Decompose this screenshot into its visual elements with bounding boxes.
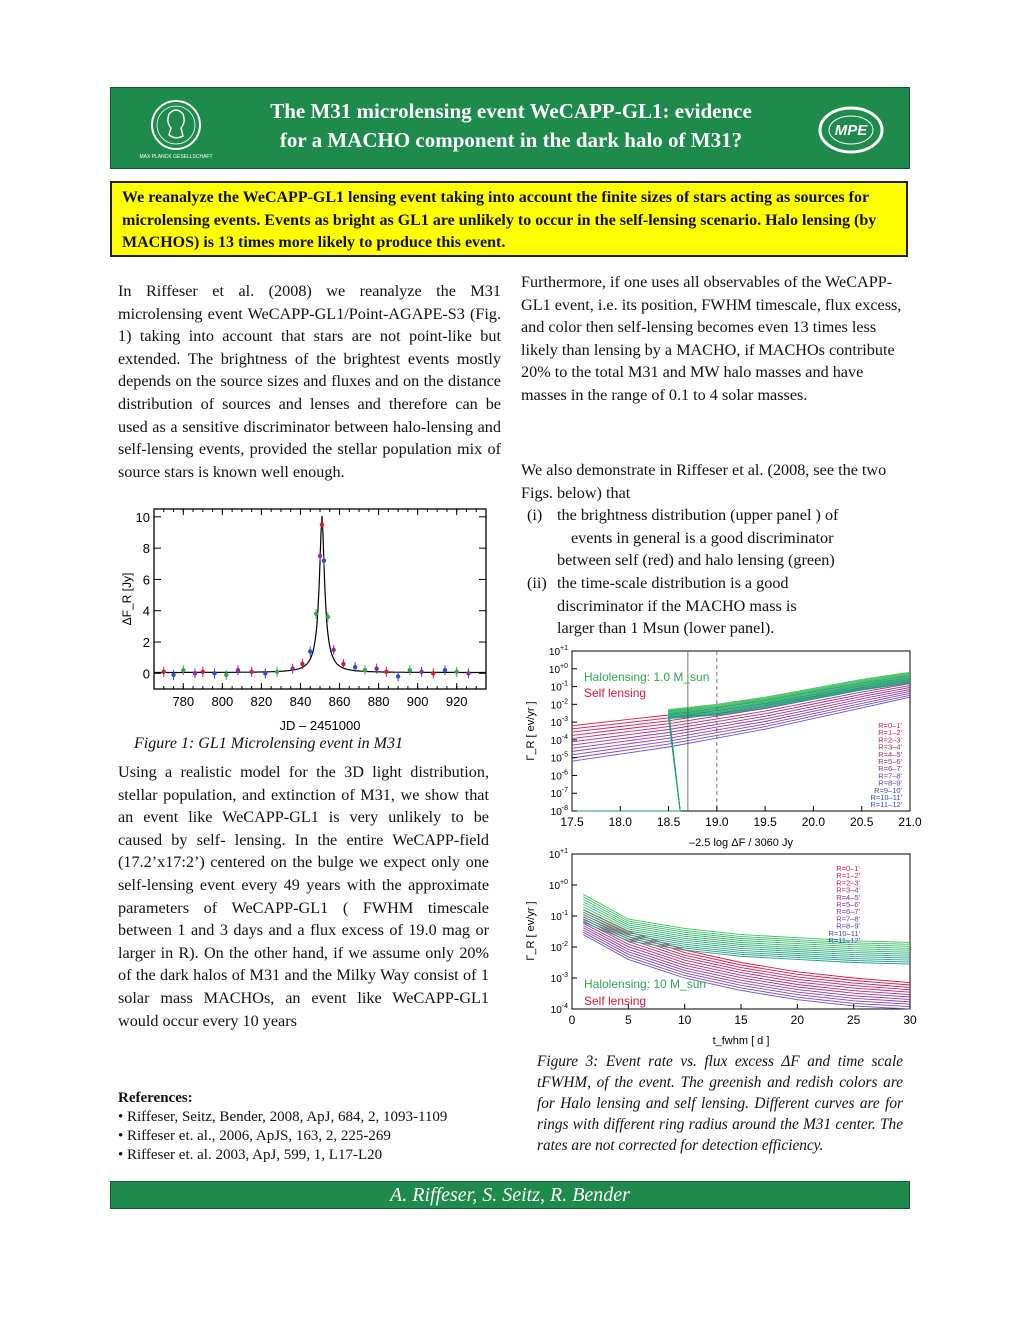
fig1-data-point bbox=[341, 662, 345, 666]
fig3a-ring-label: R=4–5' bbox=[878, 749, 902, 759]
fig3b-x-tick-label: 20 bbox=[790, 1013, 805, 1027]
fig3b-x-tick-label: 15 bbox=[734, 1013, 748, 1027]
abstract-box: We reanalyze the WeCAPP-GL1 lensing event taking into account the finite sizes of stars acting as sources for microlensing events. Events as bright as GL1 are unlikely to occur in the self-lensing scenario. Halo lensing (by MACHOS) is 13 times more likely to produce this event. bbox=[110, 181, 908, 257]
fig3-top-x-ticks bbox=[560, 806, 922, 829]
fig3a-ring-label: R=5–6' bbox=[878, 757, 902, 766]
fig3b-ring-label: R=1–2' bbox=[836, 871, 860, 881]
fig3b-x-tick-label: 10 bbox=[677, 1013, 692, 1027]
figure-1-caption: Figure 1: GL1 Microlensing event in M31 bbox=[134, 735, 403, 752]
fig3b-y-tick-exponent: -4 bbox=[561, 1003, 568, 1010]
fig3b-ring-label: R=3–4' bbox=[836, 885, 860, 895]
fig1-data-point bbox=[224, 673, 228, 677]
fig3a-y-tick-exponent: +0 bbox=[560, 662, 568, 670]
fig3b-y-tick-exponent: -3 bbox=[561, 972, 568, 979]
fig3a-y-tick-label: $10^{-7}$ bbox=[550, 787, 568, 801]
fig1-x-ticks bbox=[164, 509, 476, 709]
list-marker: (i) bbox=[527, 506, 543, 525]
fig1-data-point bbox=[322, 558, 326, 562]
fig1-data-point bbox=[300, 662, 304, 666]
fig1-y-tick-label: 0 bbox=[142, 666, 150, 682]
fig1-x-tick-label: 880 bbox=[367, 694, 390, 709]
fig1-x-tick-label: 920 bbox=[445, 694, 468, 709]
fig3a-x-tick-label: 21.0 bbox=[898, 815, 922, 829]
fig3a-y-tick-label: $10^{+1}$ bbox=[548, 645, 568, 658]
fig3b-ring-label: R=10–11' bbox=[828, 928, 860, 938]
fig1-data-point bbox=[181, 668, 185, 672]
list-item-text: the brightness distribution (upper panel ) of bbox=[557, 506, 839, 525]
fig3-top-y-axis-label: Γ_R [ ev/yr ] bbox=[525, 701, 537, 761]
fig3a-x-tick-label: 20.0 bbox=[801, 815, 826, 829]
fig3a-y-tick-exponent: -5 bbox=[561, 751, 568, 759]
fig3a-x-tick-label: 17.5 bbox=[560, 815, 584, 829]
fig3-bottom-curves bbox=[583, 894, 910, 1009]
list-item bbox=[521, 504, 906, 572]
max-planck-logo-icon bbox=[141, 94, 211, 164]
intro-paragraph: In Riffeser et al. (2008) we reanalyze the M31 microlensing event WeCAPP-GL1/Point-AGAPE-S3 (Fig. 1) taking into account that stars are not point-like but extended. The brightness of the brightest events mostly depends on the source sizes and fluxes and on the distance distribution of sources and lenses and therefore can be used as a sensitive discriminator between halo-lensing and self-lensing events, provided the stellar population mix of source stars is known well enough. bbox=[118, 282, 501, 481]
fig1-data-point bbox=[193, 671, 197, 675]
fig1-data-point bbox=[353, 665, 357, 669]
fig3b-ring-label: R=2–3' bbox=[836, 878, 860, 888]
fig3a-ring-label: R=6–7' bbox=[878, 764, 902, 774]
fig1-data-point bbox=[201, 670, 205, 674]
fig3b-x-tick-label: 25 bbox=[846, 1013, 861, 1027]
fig3b-y-tick-label: $10^{+1}$ bbox=[548, 848, 568, 861]
demonstrate-section bbox=[521, 459, 906, 640]
fig3-bottom-y-axis-label: Γ_R [ ev/yr ] bbox=[525, 901, 537, 961]
fig3b-y-tick-exponent: +1 bbox=[560, 848, 568, 855]
list-item-text: the time-scale distribution is a good bbox=[557, 573, 789, 592]
fig3b-y-tick-exponent: +0 bbox=[560, 879, 568, 886]
fig3-top-legend-self: Self lensing bbox=[584, 686, 647, 700]
fig1-y-tick-label: 2 bbox=[142, 635, 150, 651]
fig3a-ring-label: R=11–12' bbox=[870, 800, 902, 810]
fig1-y-tick-label: 4 bbox=[142, 603, 150, 619]
fig3a-x-tick-label: 18.5 bbox=[656, 815, 681, 829]
fig3a-y-tick-exponent: -6 bbox=[561, 769, 568, 777]
fig3b-self-curve bbox=[583, 910, 910, 983]
fig3a-x-tick-label: 19.5 bbox=[753, 815, 777, 829]
demonstrate-intro: We also demonstrate in Riffeser et al. (2008, see the two Figs. below) that bbox=[521, 461, 887, 502]
fig1-y-tick-label: 10 bbox=[135, 509, 150, 525]
list-marker: (ii) bbox=[527, 573, 547, 592]
fig1-frame bbox=[154, 509, 486, 689]
reference-item: • Riffeser et. al., 2006, ApJS, 163, 2, 225-269 bbox=[118, 1128, 391, 1144]
mpe-logo-icon bbox=[817, 100, 885, 160]
fig1-data-point bbox=[290, 666, 294, 670]
fig1-x-tick-label: 820 bbox=[250, 694, 273, 709]
fig3a-y-tick-label: $10^{-1}$ bbox=[550, 680, 568, 694]
fig1-data-point bbox=[331, 648, 335, 652]
fig3b-ring-label: R=0–1' bbox=[836, 864, 860, 873]
fig1-data-point bbox=[236, 668, 240, 672]
fig1-x-tick-label: 840 bbox=[289, 694, 312, 709]
fig3b-halo-curve bbox=[583, 912, 910, 956]
fig1-data-point bbox=[314, 612, 318, 616]
fig3-top-y-ticks bbox=[549, 645, 577, 818]
fig1-data-point bbox=[455, 670, 459, 674]
fig1-model-curve bbox=[154, 516, 486, 673]
fig3b-x-tick-label: 5 bbox=[624, 1013, 632, 1027]
fig1-data-point bbox=[384, 670, 388, 674]
fig1-x-axis-label: JD – 2451000 bbox=[279, 718, 361, 733]
fig3-top-ring-labels bbox=[870, 721, 902, 809]
fig3a-y-tick-label: $10^{-6}$ bbox=[550, 769, 568, 783]
fig1-data-point bbox=[275, 670, 279, 674]
fig1-data-point bbox=[374, 666, 378, 670]
fig3a-ring-label: R=9–10' bbox=[874, 785, 902, 795]
fig3b-ring-label: R=5–6' bbox=[836, 900, 860, 909]
fig3b-ring-label: R=11–12' bbox=[828, 936, 860, 945]
title-line-2: for a MACHO component in the dark halo of M31? bbox=[279, 128, 743, 152]
fig3b-x-tick-label: 30 bbox=[903, 1013, 917, 1027]
fig3-bottom-y-ticks bbox=[549, 848, 577, 1016]
fig3b-halo-curve bbox=[583, 910, 910, 955]
fig3b-ring-label: R=4–5' bbox=[836, 892, 860, 902]
fig3a-ring-label: R=1–2' bbox=[878, 728, 902, 738]
fig3a-y-tick-label: $10^{-3}$ bbox=[550, 716, 568, 730]
fig3-top-legend-halo: Halolensing: 1.0 M_sun bbox=[584, 670, 710, 684]
fig3b-y-tick-label: $10^{-3}$ bbox=[550, 972, 568, 985]
fig1-y-ticks bbox=[136, 510, 486, 682]
fig1-y-axis-label: ΔF_R [Jy] bbox=[120, 572, 134, 626]
fig1-data-point bbox=[249, 670, 253, 674]
fig3b-halo-curve bbox=[583, 915, 910, 959]
fig3-bottom-legend-self: Self lensing bbox=[584, 994, 647, 1008]
fig3a-ring-label: R=3–4' bbox=[878, 742, 902, 752]
fig3-bottom-ring-labels bbox=[828, 864, 860, 945]
fig1-data-point bbox=[408, 668, 412, 672]
fig3b-y-tick-label: $10^{+0}$ bbox=[548, 879, 568, 892]
fig1-y-tick-label: 8 bbox=[142, 541, 150, 557]
fig1-data-points bbox=[162, 520, 471, 682]
fig3-bottom-legend-halo: Halolensing: 10 M_sun bbox=[584, 977, 707, 991]
fig3b-y-tick-label: $10^{-4}$ bbox=[550, 1003, 568, 1016]
fig3a-x-tick-label: 20.5 bbox=[850, 815, 874, 829]
fig3a-x-tick-label: 19.0 bbox=[705, 815, 729, 829]
list-item-text: between self (red) and halo lensing (green) bbox=[557, 551, 835, 570]
fig3b-ring-label: R=6–7' bbox=[836, 907, 860, 917]
fig1-data-point bbox=[308, 649, 312, 653]
fig3b-y-tick-exponent: -1 bbox=[561, 910, 568, 917]
fig3b-y-tick-label: $10^{-1}$ bbox=[550, 910, 568, 923]
fig1-x-tick-label: 800 bbox=[211, 694, 234, 709]
fig3a-y-tick-exponent: -1 bbox=[561, 680, 568, 688]
fig3a-y-tick-label: $10^{-8}$ bbox=[550, 805, 568, 818]
fig1-data-point bbox=[320, 522, 324, 526]
fig3b-ring-label: R=8–9' bbox=[836, 921, 860, 931]
fig1-x-tick-label: 860 bbox=[328, 694, 351, 709]
fig1-data-point bbox=[212, 671, 216, 675]
fig1-x-tick-label: 780 bbox=[172, 694, 195, 709]
fig3a-y-tick-exponent: +1 bbox=[560, 645, 568, 652]
fig1-data-point bbox=[171, 673, 175, 677]
fig1-data-point bbox=[318, 554, 322, 558]
fig3a-ring-label: R=10–11' bbox=[870, 793, 902, 802]
fig1-data-point bbox=[263, 671, 267, 675]
authors-footer: A. Riffeser, S. Seitz, R. Bender bbox=[110, 1181, 910, 1209]
fig3-top-x-axis-label: –2.5 log ΔF / 3060 Jy bbox=[689, 837, 793, 849]
fig3a-y-tick-label: $10^{-5}$ bbox=[550, 751, 568, 765]
fig3a-ring-label: R=0–1' bbox=[878, 721, 902, 730]
fig3a-x-tick-label: 18.0 bbox=[608, 815, 632, 829]
fig3a-y-tick-label: $10^{-2}$ bbox=[550, 698, 568, 712]
mpe-logo-text: MPE bbox=[834, 122, 868, 139]
fig3a-ring-label: R=8–9' bbox=[878, 778, 902, 788]
fig1-data-point bbox=[162, 670, 166, 674]
fig3a-y-tick-exponent: -7 bbox=[561, 787, 568, 795]
fig1-data-point bbox=[419, 670, 423, 674]
fig3a-y-tick-exponent: -2 bbox=[561, 698, 568, 706]
references-section bbox=[118, 1089, 508, 1165]
mpg-logo-caption: MAX PLANCK GESELLSCHAFT bbox=[139, 154, 213, 160]
list-item-text: larger than 1 Msun (lower panel). bbox=[557, 619, 775, 638]
fig1-y-tick-label: 6 bbox=[142, 572, 150, 588]
model-paragraph: Using a realistic model for the 3D light distribution, stellar population, and extinction of M31, we show that an event like WeCAPP-GL1 is very unlikely to be caused by self- lensing. In the entire WeCAPP-field (17.2’x17:2’) centered on the bulge we expect only one self-lensing event every 49 years with the approximate parameters of WeCAPP-GL1 ( FWHM timescale between 1 and 3 days and a flux excess of 19.0 mag or larger in R). On the other hand, if we assume only 20% of the dark halos of M31 and the Milky Way consist of 1 solar mass MACHOs, an event like WeCAPP-GL1 would occur every 10 years bbox=[118, 763, 489, 1030]
fig1-x-tick-label: 900 bbox=[406, 694, 429, 709]
observables-paragraph: Furthermore, if one uses all observables of the WeCAPP-GL1 event, i.e. its position, FWHM timescale, flux excess, and color then self-lensing becomes even 13 times less likely than lensing by a MACHO, if MACHOs contribute 20% to the total M31 and MW halo masses and have masses in the range of 0.1 to 4 solar masses. bbox=[521, 273, 902, 404]
fig3a-y-tick-exponent: -4 bbox=[561, 733, 568, 741]
reference-item: • Riffeser, Seitz, Bender, 2008, ApJ, 684, 2, 1093-1109 bbox=[118, 1109, 448, 1125]
fig1-data-point bbox=[396, 674, 400, 678]
figure-3-caption: Figure 3: Event rate vs. flux excess ΔF and time scale tFWHM, of the event. The greenish and redish colors are for Halo lensing and self lensing. Different curves are for rings with different ring radius around the M31 center. The rates are not corrected for detection efficiency. bbox=[537, 1053, 903, 1154]
fig1-data-point bbox=[326, 615, 330, 619]
fig1-data-point bbox=[466, 671, 470, 675]
fig1-data-point bbox=[443, 668, 447, 672]
reference-item: • Riffeser et. al. 2003, ApJ, 599, 1, L17-L20 bbox=[118, 1147, 383, 1163]
fig3a-ring-label: R=2–3' bbox=[878, 735, 902, 745]
fig3a-y-tick-label: $10^{-4}$ bbox=[550, 733, 568, 747]
fig1-data-point bbox=[363, 668, 367, 672]
list-item-text: discriminator if the MACHO mass is bbox=[557, 596, 797, 615]
list-item bbox=[521, 572, 906, 640]
title-line-1: The M31 microlensing event WeCAPP-GL1: evidence bbox=[270, 99, 752, 123]
fig3a-y-tick-exponent: -8 bbox=[561, 805, 568, 812]
fig3a-y-tick-exponent: -3 bbox=[561, 716, 568, 724]
fig3-bottom-x-axis-label: t_fwhm [ d ] bbox=[712, 1035, 770, 1047]
fig3b-ring-label: R=7–8' bbox=[836, 914, 860, 924]
references-title: References: bbox=[118, 1090, 193, 1106]
figure-1-lightcurve bbox=[120, 507, 492, 735]
fig3b-y-tick-exponent: -2 bbox=[561, 941, 568, 948]
fig1-data-point bbox=[431, 671, 435, 675]
poster-title bbox=[221, 97, 801, 155]
fig3a-ring-label: R=7–8' bbox=[878, 771, 902, 781]
list-item-text: events in general is a good discriminator bbox=[571, 528, 834, 547]
header-banner bbox=[110, 87, 910, 169]
fig3a-y-tick-label: $10^{+0}$ bbox=[548, 662, 568, 676]
fig3b-x-tick-label: 0 bbox=[568, 1013, 576, 1027]
fig3b-y-tick-label: $10^{-2}$ bbox=[550, 941, 568, 954]
figure-3-event-rates bbox=[522, 645, 922, 1049]
